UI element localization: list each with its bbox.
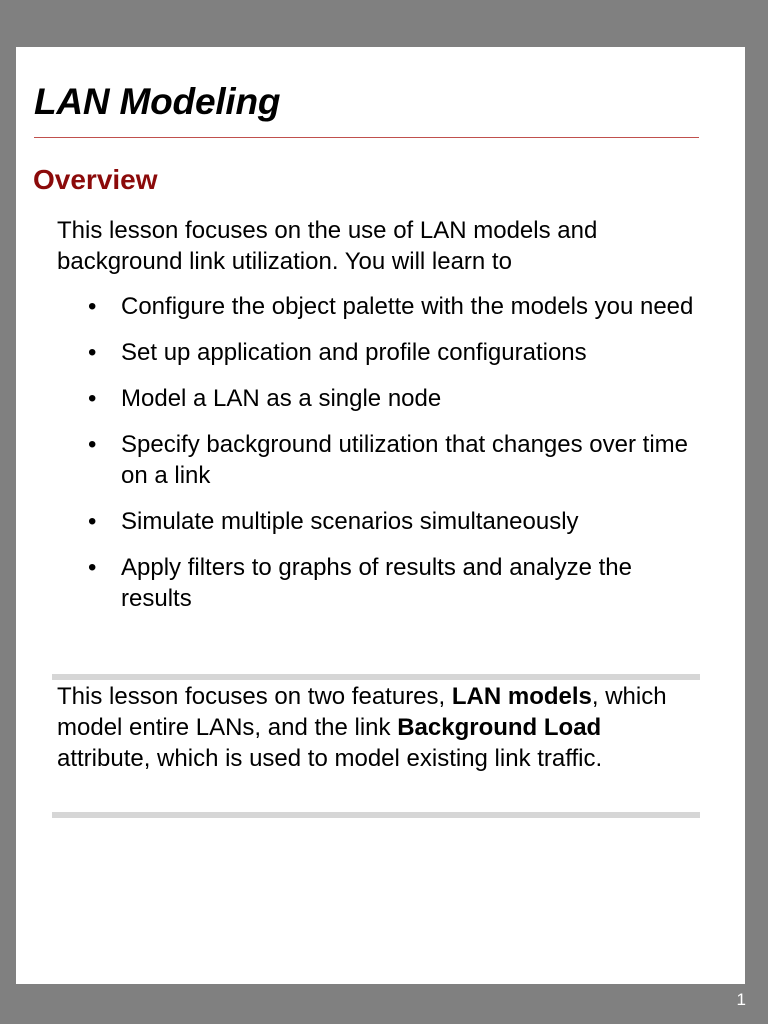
bullet-icon: • (88, 508, 97, 535)
list-item-text: Model a LAN as a single node (121, 385, 442, 412)
list-item (57, 383, 707, 414)
list-item-text: Set up application and profile configurations (121, 339, 587, 366)
intro-paragraph: This lesson focuses on the use of LAN models and background link utilization. You will learn to (57, 217, 598, 275)
title-divider (34, 137, 699, 138)
note-term-background-load: Background Load (397, 714, 602, 741)
note-bottom-divider (52, 812, 700, 818)
slide-page (16, 47, 745, 984)
list-item (57, 291, 707, 322)
list-item (57, 552, 707, 614)
bullet-icon: • (88, 385, 97, 412)
note-paragraph (57, 681, 697, 774)
learning-objectives-list (57, 291, 707, 629)
list-item-text: Apply filters to graphs of results and analyze the results (121, 554, 632, 612)
bullet-icon: • (88, 339, 97, 366)
page-title: LAN Modeling (34, 81, 281, 122)
list-item-text: Specify background utilization that changes over time on a link (121, 431, 688, 489)
note-term-lan-models: LAN models (451, 683, 592, 710)
list-item (57, 337, 707, 368)
list-item (57, 506, 707, 537)
section-heading-overview: Overview (33, 164, 158, 195)
list-item-text: Configure the object palette with the models you need (121, 293, 694, 320)
bullet-icon: • (88, 554, 97, 581)
bullet-icon: • (88, 293, 97, 320)
page-number: 1 (736, 990, 746, 1009)
note-top-divider (52, 674, 700, 680)
note-text: attribute, which is used to model existing link traffic. (57, 745, 603, 772)
note-text: This lesson focuses on two features, (57, 683, 452, 710)
note-text: , which model entire LANs, and the link (57, 683, 667, 741)
list-item (57, 429, 707, 491)
bullet-icon: • (88, 431, 97, 458)
list-item-text: Simulate multiple scenarios simultaneously (121, 508, 579, 535)
